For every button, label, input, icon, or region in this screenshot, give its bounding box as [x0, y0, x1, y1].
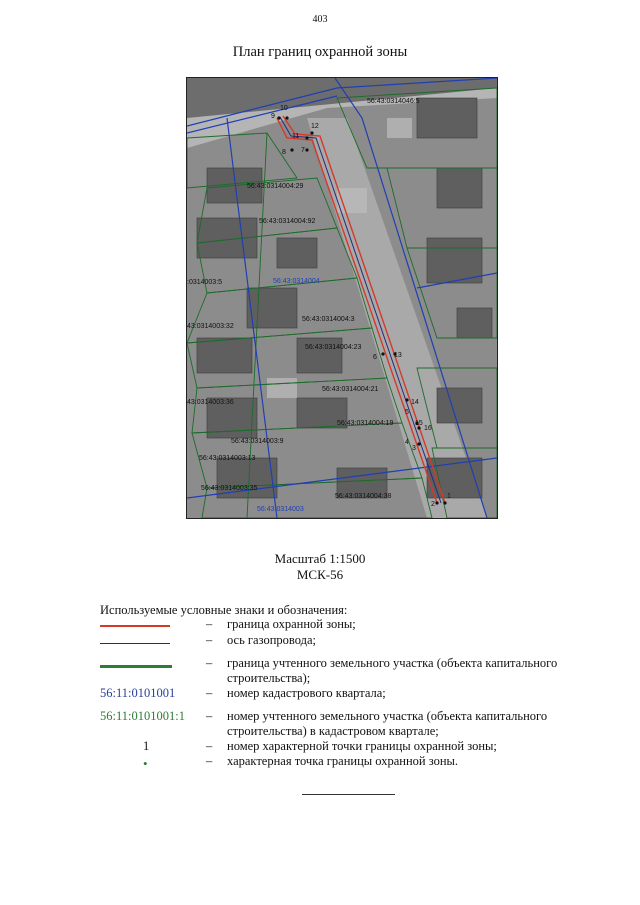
legend-dash: – [206, 656, 213, 670]
legend-symbol-quarter-number: 56:11:0101001 [100, 686, 176, 700]
scale-text: Масштаб 1:1500 [274, 551, 366, 566]
parcel-label: 56:43:0314004:23 [305, 344, 362, 351]
legend-symbol-parcel-number: 56:11:0101001:1 [100, 709, 185, 723]
parcel-label: 56:43:0314004:3 [302, 316, 355, 323]
point-label: 3 [412, 445, 416, 452]
coordinate-system: МСК-56 [296, 567, 344, 582]
legend-dash: – [206, 617, 213, 631]
legend-text: граница охранной зоны; [227, 617, 356, 631]
point-label: 14 [411, 399, 419, 406]
parcel-label: 56:43:0314004:92 [259, 218, 316, 225]
point-label: 1 [447, 493, 451, 500]
legend-dash: – [206, 633, 213, 647]
page-title: План границ охранной зоны [232, 44, 408, 60]
legend-text: номер кадастрового квартала; [227, 686, 386, 700]
page-number: 403 [312, 14, 328, 25]
parcel-label: 56:43:0314004:38 [335, 493, 392, 500]
legend-symbol-point-number: 1 [143, 739, 150, 753]
legend-symbol-point-dot: • [143, 756, 148, 771]
parcel-label: 43:0314003:32 [187, 323, 234, 330]
parcel-label: 56:43:0314004:29 [247, 183, 304, 190]
parcel-label: 56:43:0314004:21 [322, 386, 379, 393]
point-label: 13 [394, 352, 402, 359]
map-image [186, 77, 498, 519]
end-rule [302, 794, 395, 795]
legend-text: характерная точка границы охранной зоны. [227, 754, 459, 768]
point-label: 5 [405, 409, 409, 416]
point-label: 6 [373, 354, 377, 361]
parcel-label: 56:43:0314003:13 [199, 455, 256, 462]
quarter-label: 56:43:0314003 [257, 506, 304, 513]
legend-text: граница учтенного земельного участка (объекта капитального строительства); [227, 656, 558, 685]
parcel-label: 56:43:0314003:9 [231, 438, 284, 445]
parcel-label: :0314003:5 [187, 279, 223, 286]
parcel-label: 56:43:0314004:19 [337, 420, 394, 427]
legend-dash: – [206, 709, 213, 723]
legend-title: Используемые условные знаки и обозначения: [100, 603, 348, 617]
legend-text: ось газопровода; [227, 633, 317, 647]
legend-text: номер характерной точки границы охранной зоны; [227, 739, 497, 753]
point-label: 2 [431, 501, 435, 508]
point-label: 7 [301, 147, 305, 154]
point-label: 8 [282, 149, 286, 156]
legend-text: номер учтенного земельного участка (объекта капитального строительства) в кадастровом квартале; [227, 709, 548, 738]
parcel-label: 56:43:0314046:5 [367, 98, 420, 105]
quarter-label: 56:43:0314004 [273, 278, 320, 285]
point-label: 12 [311, 123, 319, 130]
legend-symbol-axis-line [100, 643, 170, 644]
point-label: 10 [280, 105, 288, 112]
legend-dash: – [206, 754, 213, 768]
parcel-label: 43:0314003:36 [187, 399, 234, 406]
legend-symbol-green-line [100, 665, 172, 668]
point-label: 9 [271, 113, 275, 120]
point-label: 11 [292, 133, 300, 140]
point-label: 16 [424, 425, 432, 432]
point-label: 15 [415, 420, 423, 427]
legend-dash: – [206, 739, 213, 753]
legend-dash: – [206, 686, 213, 700]
scale-block [0, 551, 640, 583]
map-svg [187, 78, 497, 518]
legend-symbol-red-line [100, 625, 170, 627]
parcel-label: 56:43:0314003:35 [201, 485, 258, 492]
point-label: 4 [405, 439, 409, 446]
